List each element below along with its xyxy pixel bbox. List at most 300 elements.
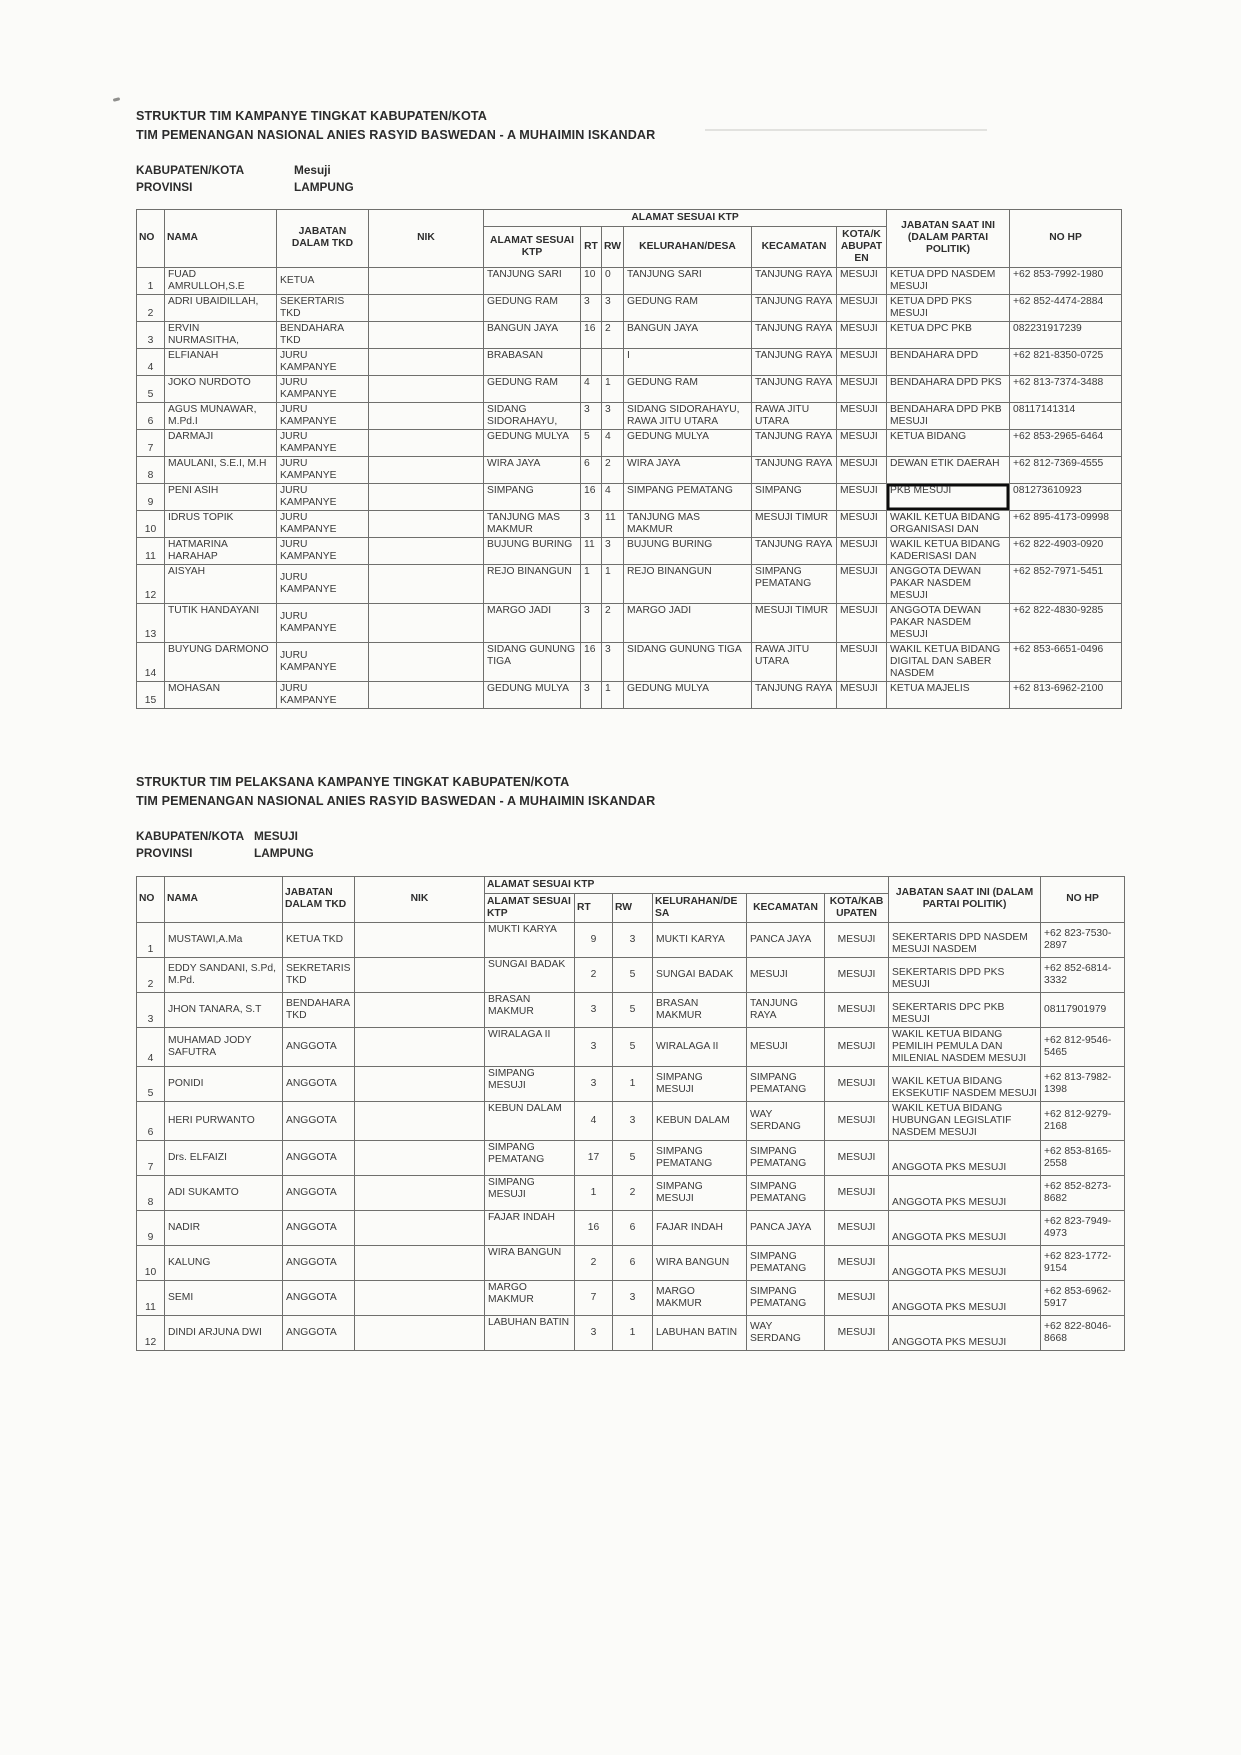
cell-jabatan_tkd: ANGGOTA [283, 1066, 355, 1101]
header-rt: RT [575, 893, 613, 922]
header-kelurahan-desa: KELURAHAN/DESA [653, 893, 747, 922]
cell-kota: MESUJI [837, 294, 887, 321]
header-rt: RT [581, 226, 602, 267]
cell-jabatan_partai: BENDAHARA DPD PKS [887, 375, 1010, 402]
cell-alamat: MARGO MAKMUR [485, 1280, 575, 1315]
cell-nama: ELFIANAH [165, 348, 277, 375]
cell-rt: 9 [575, 922, 613, 957]
header-rw: RW [613, 893, 653, 922]
cell-rt: 16 [581, 321, 602, 348]
cell-alamat: FAJAR INDAH [485, 1210, 575, 1245]
section1-title-line2: TIM PEMENANGAN NASIONAL ANIES RASYID BASWEDAN - A MUHAIMIN ISKANDAR [136, 127, 656, 142]
table-row [137, 456, 1122, 483]
cell-kota: MESUJI [837, 681, 887, 708]
cell-nama: SEMI [165, 1280, 283, 1315]
cell-rt: 5 [581, 429, 602, 456]
cell-nama: BUYUNG DARMONO [165, 642, 277, 681]
cell-kota: MESUJI [825, 1245, 889, 1280]
header-nama: NAMA [165, 209, 277, 267]
cell-no_hp: +62 813-7982-1398 [1041, 1066, 1125, 1101]
cell-no_hp: +62 852-7971-5451 [1010, 564, 1122, 603]
section1-meta [136, 162, 1126, 196]
cell-kelurahan: WIRALAGA II [653, 1027, 747, 1066]
cell-nik [369, 642, 484, 681]
cell-kelurahan: FAJAR INDAH [653, 1210, 747, 1245]
cell-no_hp: +62 853-8165-2558 [1041, 1140, 1125, 1175]
cell-nik [355, 922, 485, 957]
cell-jabatan_partai: ANGGOTA PKS MESUJI [889, 1140, 1041, 1175]
cell-kota: MESUJI [825, 1315, 889, 1350]
cell-kecamatan: TANJUNG RAYA [752, 456, 837, 483]
table-row [137, 294, 1122, 321]
cell-no: 11 [137, 1280, 165, 1315]
table-row [137, 348, 1122, 375]
cell-alamat: TANJUNG SARI [484, 267, 581, 294]
cell-jabatan_partai: ANGGOTA DEWAN PAKAR NASDEM MESUJI [887, 603, 1010, 642]
cell-no: 14 [137, 642, 165, 681]
cell-kecamatan: WAY SERDANG [747, 1101, 825, 1140]
cell-alamat: SUNGAI BADAK [485, 957, 575, 992]
cell-no_hp: +62 822-4903-0920 [1010, 537, 1122, 564]
cell-alamat: GEDUNG MULYA [484, 681, 581, 708]
cell-no: 4 [137, 348, 165, 375]
cell-no: 12 [137, 564, 165, 603]
cell-alamat: MARGO JADI [484, 603, 581, 642]
cell-jabatan_partai: KETUA MAJELIS [887, 681, 1010, 708]
cell-jabatan_tkd: JURU KAMPANYE [277, 483, 369, 510]
cell-alamat: KEBUN DALAM [485, 1101, 575, 1140]
cell-nik [369, 429, 484, 456]
cell-kelurahan: TANJUNG MAS MAKMUR [624, 510, 752, 537]
cell-rw: 5 [613, 1027, 653, 1066]
cell-kota: MESUJI [837, 510, 887, 537]
table-row [137, 1315, 1125, 1350]
cell-alamat: SIDANG GUNUNG TIGA [484, 642, 581, 681]
cell-kelurahan: GEDUNG RAM [624, 375, 752, 402]
cell-kecamatan: TANJUNG RAYA [752, 537, 837, 564]
cell-no: 3 [137, 992, 165, 1027]
table-row [137, 402, 1122, 429]
cell-rt: 16 [575, 1210, 613, 1245]
header-kecamatan: KECAMATAN [747, 893, 825, 922]
header-kota-kabupaten: KOTA/KABUPATEN [825, 893, 889, 922]
cell-nama: AISYAH [165, 564, 277, 603]
cell-kecamatan: TANJUNG RAYA [752, 348, 837, 375]
cell-nik [355, 957, 485, 992]
cell-nama: HATMARINA HARAHAP [165, 537, 277, 564]
cell-no: 15 [137, 681, 165, 708]
cell-nama: Drs. ELFAIZI [165, 1140, 283, 1175]
cell-kota: MESUJI [825, 1066, 889, 1101]
cell-kecamatan: TANJUNG RAYA [747, 992, 825, 1027]
cell-kecamatan: MESUJI [747, 957, 825, 992]
cell-nik [355, 1245, 485, 1280]
cell-kelurahan: MARGO MAKMUR [653, 1280, 747, 1315]
cell-rt: 3 [581, 510, 602, 537]
cell-kota: MESUJI [825, 922, 889, 957]
cell-nik [355, 1066, 485, 1101]
cell-no: 7 [137, 1140, 165, 1175]
cell-rw: 3 [602, 642, 624, 681]
cell-rt: 4 [575, 1101, 613, 1140]
cell-kota: MESUJI [837, 429, 887, 456]
header-jabatan-partai: JABATAN SAAT INI (DALAM PARTAI POLITIK) [887, 209, 1010, 267]
cell-no_hp: +62 822-4830-9285 [1010, 603, 1122, 642]
cell-jabatan_tkd: ANGGOTA [283, 1027, 355, 1066]
cell-nama: JHON TANARA, S.T [165, 992, 283, 1027]
cell-kota: MESUJI [825, 1210, 889, 1245]
cell-rt: 3 [581, 603, 602, 642]
table-row [137, 537, 1122, 564]
cell-rt: 3 [575, 1066, 613, 1101]
cell-jabatan_tkd: JURU KAMPANYE [277, 456, 369, 483]
cell-kelurahan: SIMPANG MESUJI [653, 1066, 747, 1101]
cell-jabatan_partai: ANGGOTA DEWAN PAKAR NASDEM MESUJI [887, 564, 1010, 603]
provinsi-label: PROVINSI [136, 845, 193, 860]
cell-kelurahan: WIRA JAYA [624, 456, 752, 483]
cell-no_hp: +62 895-4173-09998 [1010, 510, 1122, 537]
cell-jabatan_partai: WAKIL KETUA BIDANG HUBUNGAN LEGISLATIF NASDEM MESUJI [889, 1101, 1041, 1140]
tim-pelaksana-table [136, 876, 1125, 1351]
table-row [137, 1101, 1125, 1140]
cell-jabatan_partai: WAKIL KETUA BIDANG DIGITAL DAN SABER NASDEM [887, 642, 1010, 681]
cell-kelurahan: MUKTI KARYA [653, 922, 747, 957]
cell-jabatan_tkd: ANGGOTA [283, 1210, 355, 1245]
cell-nama: DINDI ARJUNA DWI [165, 1315, 283, 1350]
cell-no: 7 [137, 429, 165, 456]
cell-kota: MESUJI [825, 1140, 889, 1175]
cell-rt: 10 [581, 267, 602, 294]
cell-no_hp: +62 812-9279-2168 [1041, 1101, 1125, 1140]
cell-rt: 3 [575, 1027, 613, 1066]
cell-kota: MESUJI [837, 348, 887, 375]
cell-nik [355, 1210, 485, 1245]
cell-rt: 16 [581, 642, 602, 681]
cell-kecamatan: TANJUNG RAYA [752, 321, 837, 348]
table-row [137, 321, 1122, 348]
cell-rt: 3 [581, 294, 602, 321]
cell-no_hp: +62 853-6651-0496 [1010, 642, 1122, 681]
cell-kelurahan: REJO BINANGUN [624, 564, 752, 603]
cell-no: 13 [137, 603, 165, 642]
header-jabatan-partai: JABATAN SAAT INI (DALAM PARTAI POLITIK) [889, 876, 1041, 922]
cell-rw: 3 [602, 402, 624, 429]
cell-nama: ADRI UBAIDILLAH, [165, 294, 277, 321]
cell-kecamatan: MESUJI TIMUR [752, 510, 837, 537]
cell-jabatan_tkd: JURU KAMPANYE [277, 402, 369, 429]
cell-rw: 5 [613, 1140, 653, 1175]
cell-jabatan_tkd: BENDAHARA TKD [277, 321, 369, 348]
cell-nama: PONIDI [165, 1066, 283, 1101]
cell-jabatan_tkd: SEKERTARIS TKD [277, 294, 369, 321]
header-no-hp: NO HP [1041, 876, 1125, 922]
cell-kota: MESUJI [837, 267, 887, 294]
cell-rt: 17 [575, 1140, 613, 1175]
cell-nik [355, 1315, 485, 1350]
cell-rw: 2 [602, 603, 624, 642]
cell-jabatan_tkd: ANGGOTA [283, 1315, 355, 1350]
cell-kelurahan: WIRA BANGUN [653, 1245, 747, 1280]
table-row [137, 1280, 1125, 1315]
cell-no_hp: +62 821-8350-0725 [1010, 348, 1122, 375]
cell-jabatan_partai: PKB MESUJI [887, 483, 1010, 510]
table-row [137, 922, 1125, 957]
cell-kecamatan: RAWA JITU UTARA [752, 642, 837, 681]
cell-kecamatan: SIMPANG PEMATANG [747, 1280, 825, 1315]
cell-no_hp: +62 853-7992-1980 [1010, 267, 1122, 294]
cell-alamat: WIRA JAYA [484, 456, 581, 483]
cell-nama: MUSTAWI,A.Ma [165, 922, 283, 957]
table-row [137, 1140, 1125, 1175]
cell-no: 9 [137, 483, 165, 510]
cell-nik [369, 321, 484, 348]
cell-kelurahan: SUNGAI BADAK [653, 957, 747, 992]
cell-nik [355, 992, 485, 1027]
cell-kecamatan: TANJUNG RAYA [752, 294, 837, 321]
cell-no_hp: +62 812-7369-4555 [1010, 456, 1122, 483]
cell-nik [369, 267, 484, 294]
table-row [137, 1210, 1125, 1245]
header-no-hp: NO HP [1010, 209, 1122, 267]
cell-rt [581, 348, 602, 375]
cell-rt: 3 [575, 1315, 613, 1350]
cell-rw: 4 [602, 429, 624, 456]
cell-jabatan_tkd: ANGGOTA [283, 1280, 355, 1315]
cell-alamat: MUKTI KARYA [485, 922, 575, 957]
cell-rt: 4 [581, 375, 602, 402]
header-no: NO [137, 876, 165, 922]
cell-alamat: LABUHAN BATIN [485, 1315, 575, 1350]
cell-rw: 1 [613, 1066, 653, 1101]
cell-jabatan_tkd: JURU KAMPANYE [277, 564, 369, 603]
cell-nama: PENI ASIH [165, 483, 277, 510]
cell-rt: 2 [575, 957, 613, 992]
cell-nik [355, 1175, 485, 1210]
cell-no_hp: 08117901979 [1041, 992, 1125, 1027]
table-row [137, 681, 1122, 708]
cell-kelurahan: MARGO JADI [624, 603, 752, 642]
cell-rw: 6 [613, 1245, 653, 1280]
cell-jabatan_tkd: JURU KAMPANYE [277, 429, 369, 456]
cell-jabatan_tkd: ANGGOTA [283, 1175, 355, 1210]
cell-kota: MESUJI [825, 1027, 889, 1066]
cell-jabatan_tkd: JURU KAMPANYE [277, 510, 369, 537]
section-tim-kampanye [136, 107, 1126, 709]
cell-nik [369, 294, 484, 321]
cell-nik [355, 1140, 485, 1175]
provinsi-value: LAMPUNG [254, 845, 314, 860]
cell-alamat: TANJUNG MAS MAKMUR [484, 510, 581, 537]
cell-no: 8 [137, 456, 165, 483]
cell-rw [602, 348, 624, 375]
cell-no: 9 [137, 1210, 165, 1245]
cell-kecamatan: SIMPANG PEMATANG [747, 1140, 825, 1175]
cell-alamat: BANGUN JAYA [484, 321, 581, 348]
cell-kota: MESUJI [825, 957, 889, 992]
cell-alamat: SIDANG SIDORAHAYU, [484, 402, 581, 429]
header-alamat-ktp: ALAMAT SESUAI KTP [484, 226, 581, 267]
cell-rw: 2 [602, 456, 624, 483]
section2-title-line2: TIM PEMENANGAN NASIONAL ANIES RASYID BASWEDAN - A MUHAIMIN ISKANDAR [136, 793, 656, 808]
table-row [137, 1027, 1125, 1066]
cell-no: 11 [137, 537, 165, 564]
cell-jabatan_tkd: ANGGOTA [283, 1245, 355, 1280]
cell-rw: 2 [602, 321, 624, 348]
cell-kota: MESUJI [837, 564, 887, 603]
cell-alamat: SIMPANG MESUJI [485, 1066, 575, 1101]
cell-no: 3 [137, 321, 165, 348]
table-row [137, 510, 1122, 537]
cell-no: 5 [137, 1066, 165, 1101]
cell-jabatan_partai: WAKIL KETUA BIDANG EKSEKUTIF NASDEM MESUJI [889, 1066, 1041, 1101]
cell-nama: NADIR [165, 1210, 283, 1245]
cell-nik [369, 681, 484, 708]
cell-nik [369, 402, 484, 429]
cell-no: 10 [137, 1245, 165, 1280]
header-rw: RW [602, 226, 624, 267]
cell-jabatan_partai: WAKIL KETUA BIDANG PEMILIH PEMULA DAN MILENIAL NASDEM MESUJI [889, 1027, 1041, 1066]
cell-kecamatan: SIMPANG [752, 483, 837, 510]
cell-jabatan_partai: ANGGOTA PKS MESUJI [889, 1280, 1041, 1315]
cell-no_hp: +62 823-7949-4973 [1041, 1210, 1125, 1245]
cell-kecamatan: SIMPANG PEMATANG [752, 564, 837, 603]
table-row [137, 375, 1122, 402]
cell-rt: 16 [581, 483, 602, 510]
cell-kecamatan: TANJUNG RAYA [752, 429, 837, 456]
cell-alamat: BRABASAN [484, 348, 581, 375]
cell-jabatan_partai: KETUA DPD NASDEM MESUJI [887, 267, 1010, 294]
cell-no: 1 [137, 922, 165, 957]
cell-no: 12 [137, 1315, 165, 1350]
header-alamat-group: ALAMAT SESUAI KTP [485, 876, 889, 893]
cell-jabatan_partai: ANGGOTA PKS MESUJI [889, 1210, 1041, 1245]
cell-jabatan_tkd: JURU KAMPANYE [277, 642, 369, 681]
cell-kota: MESUJI [837, 456, 887, 483]
cell-no: 4 [137, 1027, 165, 1066]
cell-nik [369, 456, 484, 483]
cell-rw: 2 [613, 1175, 653, 1210]
cell-jabatan_tkd: JURU KAMPANYE [277, 681, 369, 708]
cell-nama: AGUS MUNAWAR, M.Pd.I [165, 402, 277, 429]
section2-meta [136, 828, 1126, 862]
cell-rt: 1 [575, 1175, 613, 1210]
provinsi-label: PROVINSI [136, 179, 193, 194]
cell-nik [369, 348, 484, 375]
cell-rw: 11 [602, 510, 624, 537]
cell-jabatan_partai: ANGGOTA PKS MESUJI [889, 1245, 1041, 1280]
cell-nik [369, 483, 484, 510]
table-row [137, 1175, 1125, 1210]
cell-rt: 11 [581, 537, 602, 564]
cell-no: 6 [137, 1101, 165, 1140]
cell-no_hp: +62 852-4474-2884 [1010, 294, 1122, 321]
cell-kecamatan: PANCA JAYA [747, 922, 825, 957]
cell-kecamatan: MESUJI [747, 1027, 825, 1066]
header-nik: NIK [355, 876, 485, 922]
cell-kelurahan: KEBUN DALAM [653, 1101, 747, 1140]
section2-title-line1: STRUKTUR TIM PELAKSANA KAMPANYE TINGKAT KABUPATEN/KOTA [136, 774, 570, 789]
cell-rw: 3 [613, 1280, 653, 1315]
cell-jabatan_tkd: ANGGOTA [283, 1101, 355, 1140]
cell-no_hp: +62 852-6814-3332 [1041, 957, 1125, 992]
cell-alamat: BRASAN MAKMUR [485, 992, 575, 1027]
cell-nama: IDRUS TOPIK [165, 510, 277, 537]
header-kota-kabupaten: KOTA/KABUPATEN [837, 226, 887, 267]
cell-alamat: GEDUNG MULYA [484, 429, 581, 456]
kabupaten-value: Mesuji [294, 162, 331, 177]
cell-nik [355, 1027, 485, 1066]
cell-alamat: REJO BINANGUN [484, 564, 581, 603]
cell-no_hp: +62 813-7374-3488 [1010, 375, 1122, 402]
header-jabatan-dalam-tkd: JABATAN DALAM TKD [283, 876, 355, 922]
cell-nama: MUHAMAD JODY SAFUTRA [165, 1027, 283, 1066]
cell-jabatan_tkd: ANGGOTA [283, 1140, 355, 1175]
cell-kecamatan: SIMPANG PEMATANG [747, 1066, 825, 1101]
cell-nama: TUTIK HANDAYANI [165, 603, 277, 642]
cell-kelurahan: SIMPANG PEMATANG [624, 483, 752, 510]
table-row [137, 483, 1122, 510]
cell-alamat: SIMPANG PEMATANG [485, 1140, 575, 1175]
cell-kelurahan: LABUHAN BATIN [653, 1315, 747, 1350]
cell-alamat: GEDUNG RAM [484, 294, 581, 321]
cell-jabatan_tkd: BENDAHARA TKD [283, 992, 355, 1027]
cell-rw: 1 [602, 681, 624, 708]
cell-kecamatan: TANJUNG RAYA [752, 267, 837, 294]
table-row [137, 1066, 1125, 1101]
cell-kota: MESUJI [837, 537, 887, 564]
cell-alamat: WIRA BANGUN [485, 1245, 575, 1280]
cell-no: 2 [137, 294, 165, 321]
cell-rw: 3 [602, 294, 624, 321]
cell-no: 10 [137, 510, 165, 537]
cell-jabatan_tkd: KETUA [277, 267, 369, 294]
section2-title [136, 773, 1126, 811]
cell-jabatan_tkd: JURU KAMPANYE [277, 348, 369, 375]
cell-no: 6 [137, 402, 165, 429]
cell-jabatan_partai: KETUA DPD PKS MESUJI [887, 294, 1010, 321]
cell-kelurahan: GEDUNG MULYA [624, 681, 752, 708]
provinsi-value: LAMPUNG [294, 179, 354, 194]
section1-title-line1: STRUKTUR TIM KAMPANYE TINGKAT KABUPATEN/KOTA [136, 109, 487, 123]
cell-jabatan_tkd: KETUA TKD [283, 922, 355, 957]
cell-kota: MESUJI [837, 402, 887, 429]
cell-no: 5 [137, 375, 165, 402]
cell-no: 1 [137, 267, 165, 294]
cell-kecamatan: TANJUNG RAYA [752, 681, 837, 708]
cell-jabatan_tkd: SEKRETARIS TKD [283, 957, 355, 992]
cell-kecamatan: SIMPANG PEMATANG [747, 1245, 825, 1280]
cell-kelurahan: BRASAN MAKMUR [653, 992, 747, 1027]
cell-no_hp: +62 852-8273-8682 [1041, 1175, 1125, 1210]
header-kecamatan: KECAMATAN [752, 226, 837, 267]
cell-rw: 5 [613, 992, 653, 1027]
cell-kecamatan: MESUJI TIMUR [752, 603, 837, 642]
cell-rt: 3 [581, 402, 602, 429]
cell-nama: JOKO NURDOTO [165, 375, 277, 402]
cell-nik [369, 375, 484, 402]
cell-kelurahan: I [624, 348, 752, 375]
table-row [137, 267, 1122, 294]
cell-kota: MESUJI [837, 321, 887, 348]
cell-rw: 1 [602, 375, 624, 402]
cell-no_hp: 082231917239 [1010, 321, 1122, 348]
cell-rt: 2 [575, 1245, 613, 1280]
cell-jabatan_partai: ANGGOTA PKS MESUJI [889, 1175, 1041, 1210]
cell-no_hp: +62 853-6962-5917 [1041, 1280, 1125, 1315]
cell-jabatan_partai: KETUA BIDANG [887, 429, 1010, 456]
tim-kampanye-table [136, 209, 1122, 709]
cell-kota: MESUJI [825, 1280, 889, 1315]
